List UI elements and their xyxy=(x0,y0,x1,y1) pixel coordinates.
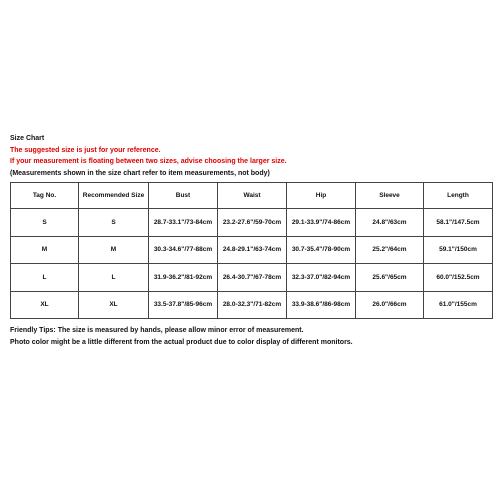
photo-color-note: Photo color might be a little different from the actual product due to color display of different monitors. xyxy=(10,338,353,346)
table-row xyxy=(11,264,493,292)
cell-tag-no: S xyxy=(11,209,79,237)
footnotes xyxy=(10,325,492,348)
size-chart-title: Size Chart xyxy=(10,135,45,142)
cell-hip: 32.3-37.0"/82-94cm xyxy=(287,264,356,292)
header-recommended-size: Recommended Size xyxy=(79,183,149,209)
cell-length: 58.1"/147.5cm xyxy=(424,209,493,237)
table-row xyxy=(11,291,493,319)
header-bust: Bust xyxy=(149,183,218,209)
cell-tag-no: XL xyxy=(11,291,79,319)
table-row xyxy=(11,209,493,237)
cell-recommended-size: XL xyxy=(79,291,149,319)
header-tag-no: Tag No. xyxy=(11,183,79,209)
friendly-tips: Friendly Tips: The size is measured by hands, please allow minor error of measurement. xyxy=(10,327,304,334)
cell-sleeve: 26.0"/66cm xyxy=(356,291,424,319)
cell-length: 60.0"/152.5cm xyxy=(424,264,493,292)
cell-length: 61.0"/155cm xyxy=(424,291,493,319)
header-waist: Waist xyxy=(218,183,287,209)
cell-sleeve: 25.2"/64cm xyxy=(356,236,424,264)
size-chart-document xyxy=(10,133,492,348)
header-hip: Hip xyxy=(287,183,356,209)
cell-tag-no: M xyxy=(11,236,79,264)
cell-waist: 24.8-29.1"/63-74cm xyxy=(218,236,287,264)
table-row xyxy=(11,236,493,264)
cell-sleeve: 24.8"/63cm xyxy=(356,209,424,237)
cell-sleeve: 25.6"/65cm xyxy=(356,264,424,292)
size-table xyxy=(10,182,493,319)
cell-recommended-size: L xyxy=(79,264,149,292)
cell-hip: 29.1-33.9"/74-86cm xyxy=(287,209,356,237)
cell-tag-no: L xyxy=(11,264,79,292)
cell-bust: 28.7-33.1"/73-84cm xyxy=(149,209,218,237)
cell-bust: 33.5-37.8"/85-96cm xyxy=(149,291,218,319)
header-length: Length xyxy=(424,183,493,209)
cell-recommended-size: M xyxy=(79,236,149,264)
measurement-subtitle: (Measurements shown in the size chart refer to item measurements, not body) xyxy=(10,169,270,177)
cell-bust: 30.3-34.6"/77-88cm xyxy=(149,236,218,264)
header-sleeve: Sleeve xyxy=(356,183,424,209)
cell-waist: 26.4-30.7"/67-78cm xyxy=(218,264,287,292)
cell-waist: 23.2-27.6"/59-70cm xyxy=(218,209,287,237)
cell-waist: 28.0-32.3"/71-82cm xyxy=(218,291,287,319)
reference-notice: The suggested size is just for your reference. xyxy=(10,146,161,154)
cell-length: 59.1"/150cm xyxy=(424,236,493,264)
cell-hip: 33.9-38.6"/86-98cm xyxy=(287,291,356,319)
larger-size-notice: If your measurement is floating between two sizes, advise choosing the larger size. xyxy=(10,158,287,165)
table-header-row xyxy=(11,183,493,209)
cell-hip: 30.7-35.4"/78-90cm xyxy=(287,236,356,264)
cell-bust: 31.9-36.2"/81-92cm xyxy=(149,264,218,292)
cell-recommended-size: S xyxy=(79,209,149,237)
